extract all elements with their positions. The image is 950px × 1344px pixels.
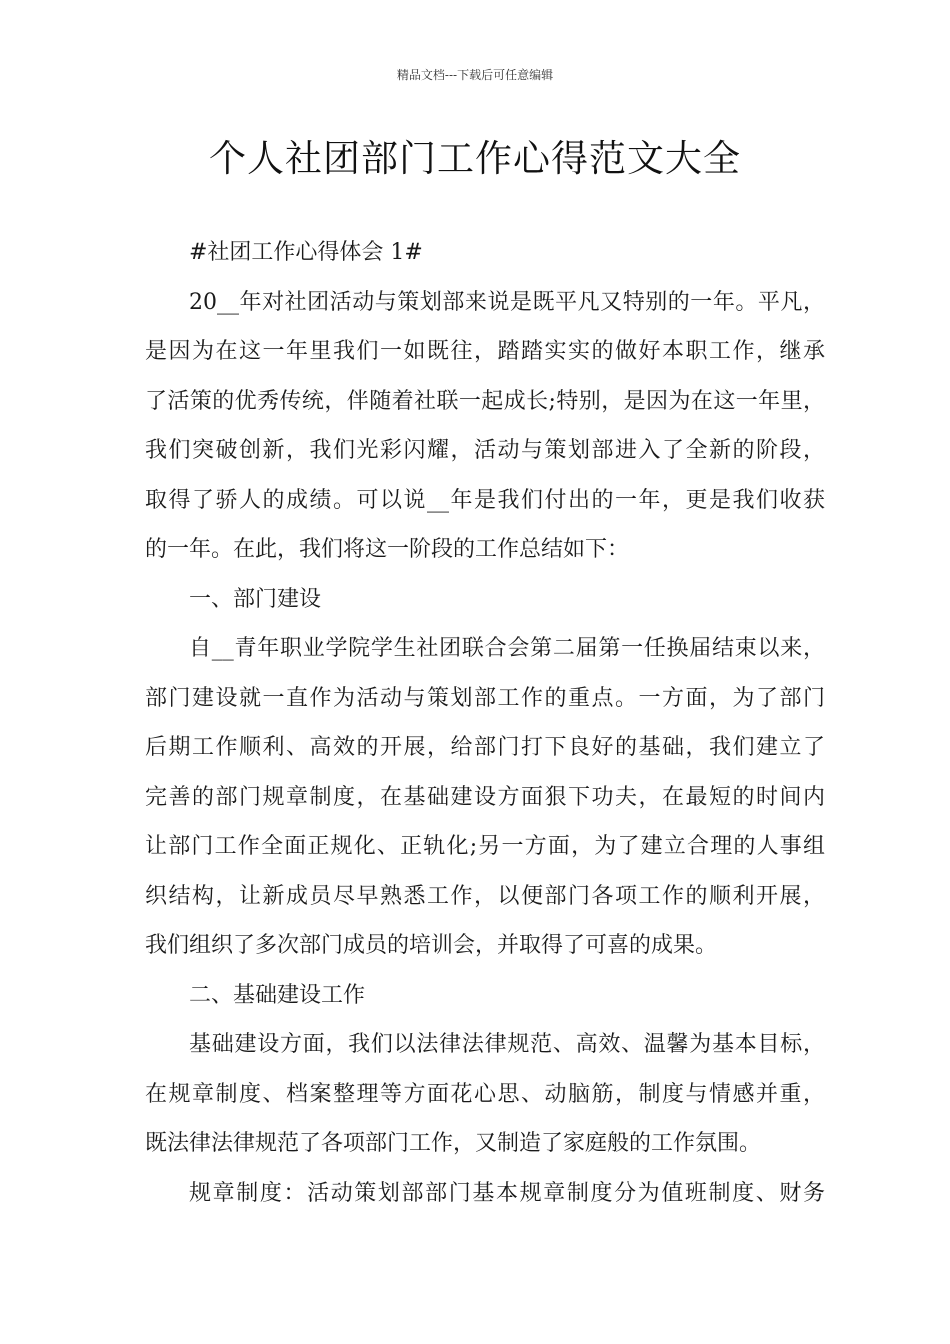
paragraph-line: 后期工作顺利、高效的开展，给部门打下良好的基础，我们建立了 <box>145 735 825 760</box>
section-heading: 二、基础建设工作 <box>189 982 366 1008</box>
section-heading: #社团工作心得体会 1# <box>189 240 423 265</box>
paragraph-line: 基础建设方面，我们以法律法律规范、高效、温馨为基本目标， <box>189 1032 825 1057</box>
paragraph-line: 在规章制度、档案整理等方面花心思、动脑筋，制度与情感并重， <box>145 1081 825 1107</box>
paragraph-line: 让部门工作全面正规化、正轨化;另一方面，为了建立合理的人事组 <box>145 834 825 859</box>
paragraph-line: 20__年对社团活动与策划部来说是既平凡又特别的一年。平凡， <box>189 289 825 315</box>
paragraph-line: 我们组织了多次部门成员的培训会，并取得了可喜的成果。 <box>145 933 718 958</box>
document-title: 个人社团部门工作心得范文大全 <box>209 137 741 180</box>
page-header: 精品文档---下载后可任意编辑 <box>396 68 554 82</box>
paragraph-line: 我们突破创新，我们光彩闪耀，活动与策划部进入了全新的阶段， <box>145 438 825 463</box>
paragraph-line: 既法律法律规范了各项部门工作，又制造了家庭般的工作氛围。 <box>145 1131 762 1156</box>
paragraph-line: 取得了骄人的成绩。可以说__年是我们付出的一年，更是我们收获 <box>145 487 825 513</box>
paragraph-line: 规章制度：活动策划部部门基本规章制度分为值班制度、财务 <box>189 1180 825 1206</box>
paragraph-line: 的一年。在此，我们将这一阶段的工作总结如下： <box>145 537 630 562</box>
paragraph-line: 织结构，让新成员尽早熟悉工作，以便部门各项工作的顺利开展， <box>145 883 825 909</box>
paragraph-line: 了活策的优秀传统，伴随着社联一起成长;特别，是因为在这一年里， <box>145 388 825 414</box>
paragraph-line: 自__青年职业学院学生社团联合会第二届第一任换届结束以来， <box>189 636 825 661</box>
document-body <box>145 228 825 1218</box>
paragraph-line: 部门建设就一直作为活动与策划部工作的重点。一方面，为了部门 <box>145 685 825 711</box>
section-heading: 一、部门建设 <box>189 586 322 612</box>
paragraph-line: 完善的部门规章制度，在基础建设方面狠下功夫，在最短的时间内 <box>145 784 825 810</box>
paragraph-line: 是因为在这一年里我们一如既往，踏踏实实的做好本职工作，继承 <box>145 339 825 364</box>
